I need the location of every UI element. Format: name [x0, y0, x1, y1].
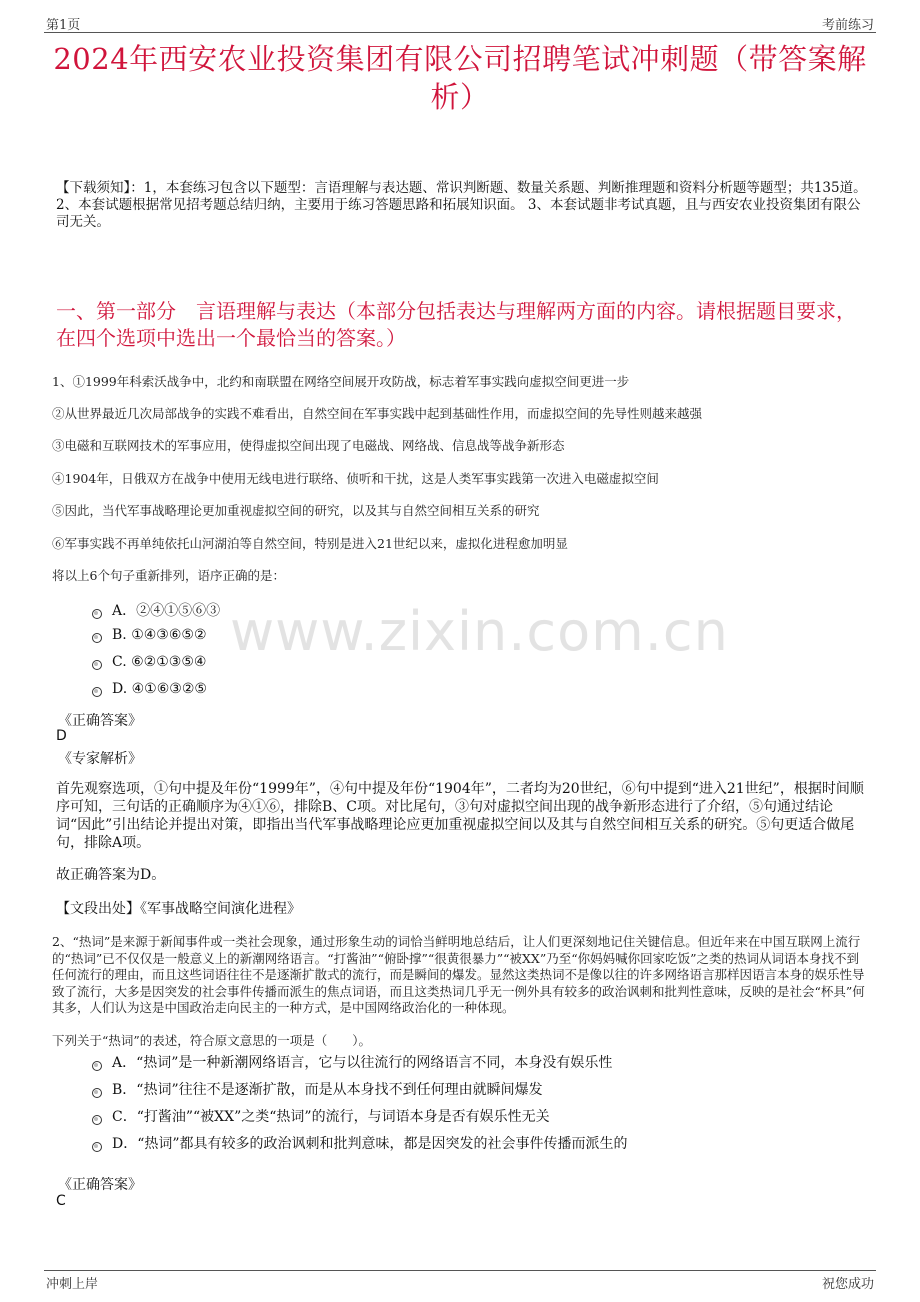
q2-option-d[interactable] — [92, 1133, 628, 1153]
q1-option-d[interactable] — [92, 681, 207, 697]
q2-option-b-label: B．“热词”往往不是逐渐扩散，而是从本身找不到任何理由就瞬间爆发 — [112, 1082, 543, 1098]
q2-question: 下列关于“热词”的表述，符合原文意思的一项是（ ）。 — [52, 1033, 372, 1048]
q2-stem: 2、“热词”是来源于新闻事件或一类社会现象，通过形象生动的词恰当鲜明地总结后，让人们更深刻地记住关键信息。但近年来在中国互联网上流行的“热词”已不仅仅是一般意义上的新潮网络语言。“打酱油”“俯卧撑”“很黄很暴力”“被XX”乃至“你妈妈喊你回家吃饭”之类的热词从词语本身找不到任何流行的理由，而且这些词语往往不是逐渐扩散式的流行，而是瞬间的爆发。显然这类热词不是像以往的许多网络语言那样因语言本身的娱乐性导致了流行，大多是因突发的社会事件传播而派生的焦点词语，而且这类热词几乎无一例外具有较多的政治讽刺和批判性意味，反映的是社会“杯具”何其多，人们认为这是中国政治走向民主的一种方式，是中国网络政治化的一种体现。 — [52, 934, 865, 1015]
q1-option-b[interactable] — [92, 627, 207, 643]
q1-sentence-6: ⑥军事实践不再单纯依托山河湖泊等自然空间，特别是进入21世纪以来，虚拟化进程愈加明显 — [52, 536, 568, 551]
radio-icon[interactable] — [92, 1061, 102, 1071]
q2-option-d-label: D．“热词”都具有较多的政治讽刺和批判意味，都是因突发的社会事件传播而派生的 — [112, 1136, 628, 1152]
q1-conclusion: 故正确答案为D。 — [56, 867, 166, 883]
q1-answer-tag: 《正确答案》 — [58, 713, 142, 729]
watermark: www.zixin.com.cn — [230, 600, 729, 663]
q1-answer: D — [56, 728, 67, 744]
header-label: 考前练习 — [821, 18, 874, 33]
radio-icon[interactable] — [92, 609, 102, 619]
radio-icon[interactable] — [92, 633, 102, 643]
download-notice: 【下载须知】：1，本套练习包含以下题型：言语理解与表达题、常识判断题、数量关系题、判断推理题和资料分析题等题型；共135道。 2、本套试题根据常见招考题总结归纳，主要用于练习答题思路和拓展知识面。 3、本套试题非考试真题，且与西安农业投资集团有限公司无关。 — [56, 180, 867, 230]
q2-option-b[interactable] — [92, 1079, 543, 1099]
section-title: 一、第一部分 言语理解与表达（本部分包括表达与理解两方面的内容。请根据题目要求，在四个选项中选出一个最恰当的答案。） — [56, 299, 856, 350]
document-title: 2024年西安农业投资集团有限公司招聘笔试冲刺题（带答案解析） — [53, 42, 867, 114]
q1-option-c[interactable] — [92, 654, 206, 670]
page-number: 第1页 — [46, 18, 81, 33]
q1-prompt: 将以上6个句子重新排列，语序正确的是： — [52, 568, 285, 583]
q1-source: 【文段出处】《军事战略空间演化进程》 — [56, 901, 301, 917]
q2-answer-tag: 《正确答案》 — [58, 1177, 142, 1193]
q1-option-d-label: D. ④①⑥③②⑤ — [112, 681, 207, 697]
header-rule — [44, 32, 876, 33]
footer-right: 祝您成功 — [821, 1277, 874, 1292]
q2-answer: C — [56, 1193, 66, 1209]
footer-left: 冲刺上岸 — [46, 1277, 99, 1292]
q2-option-c-label: C．“打酱油”“被XX”之类“热词”的流行，与词语本身是否有娱乐性无关 — [112, 1109, 550, 1125]
q1-option-a-label: A．②④①⑤⑥③ — [112, 603, 221, 619]
q1-option-a[interactable] — [92, 600, 220, 620]
q2-option-a-label: A．“热词”是一种新潮网络语言，它与以往流行的网络语言不同，本身没有娱乐性 — [112, 1055, 613, 1071]
q1-option-c-label: C. ⑥②①③⑤④ — [112, 654, 207, 670]
radio-icon[interactable] — [92, 1142, 102, 1152]
q1-sentence-5: ⑤因此，当代军事战略理论更加重视虚拟空间的研究，以及其与自然空间相互关系的研究 — [52, 503, 540, 518]
footer-rule — [44, 1270, 876, 1271]
q1-option-b-label: B. ①④③⑥⑤② — [112, 627, 207, 643]
q2-option-c[interactable] — [92, 1106, 550, 1126]
q1-analysis-tag: 《专家解析》 — [58, 751, 142, 767]
radio-icon[interactable] — [92, 1115, 102, 1125]
q2-option-a[interactable] — [92, 1052, 612, 1072]
radio-icon[interactable] — [92, 660, 102, 670]
q1-sentence-2: ②从世界最近几次局部战争的实践不难看出，自然空间在军事实践中起到基础性作用，而虚拟空间的先导性则越来越强 — [52, 406, 703, 421]
q1-sentence-1: 1、①1999年科索沃战争中，北约和南联盟在网络空间展开攻防战，标志着军事实践向虚拟空间更进一步 — [52, 374, 630, 389]
radio-icon[interactable] — [92, 687, 102, 697]
q1-sentence-4: ④1904年，日俄双方在战争中使用无线电进行联络、侦听和干扰，这是人类军事实践第一次进入电磁虚拟空间 — [52, 471, 659, 486]
q1-sentence-3: ③电磁和互联网技术的军事应用，使得虚拟空间出现了电磁战、网络战、信息战等战争新形态 — [52, 438, 565, 453]
q1-analysis: 首先观察选项，①句中提及年份“1999年”，④句中提及年份“1904年”，二者均为20世纪，⑥句中提到“进入21世纪”，根据时间顺序可知，三句话的正确顺序为④①⑥，排除B、C项。对比尾句，③句对虚拟空间出现的战争新形态进行了介绍，⑤句通过结论词“因此”引出结论并提出对策，即指出当代军事战略理论应更加重视虚拟空间以及其与自然空间相互关系的研究。⑤句更适合做尾句，排除A项。 — [56, 781, 864, 851]
radio-icon[interactable] — [92, 1088, 102, 1098]
